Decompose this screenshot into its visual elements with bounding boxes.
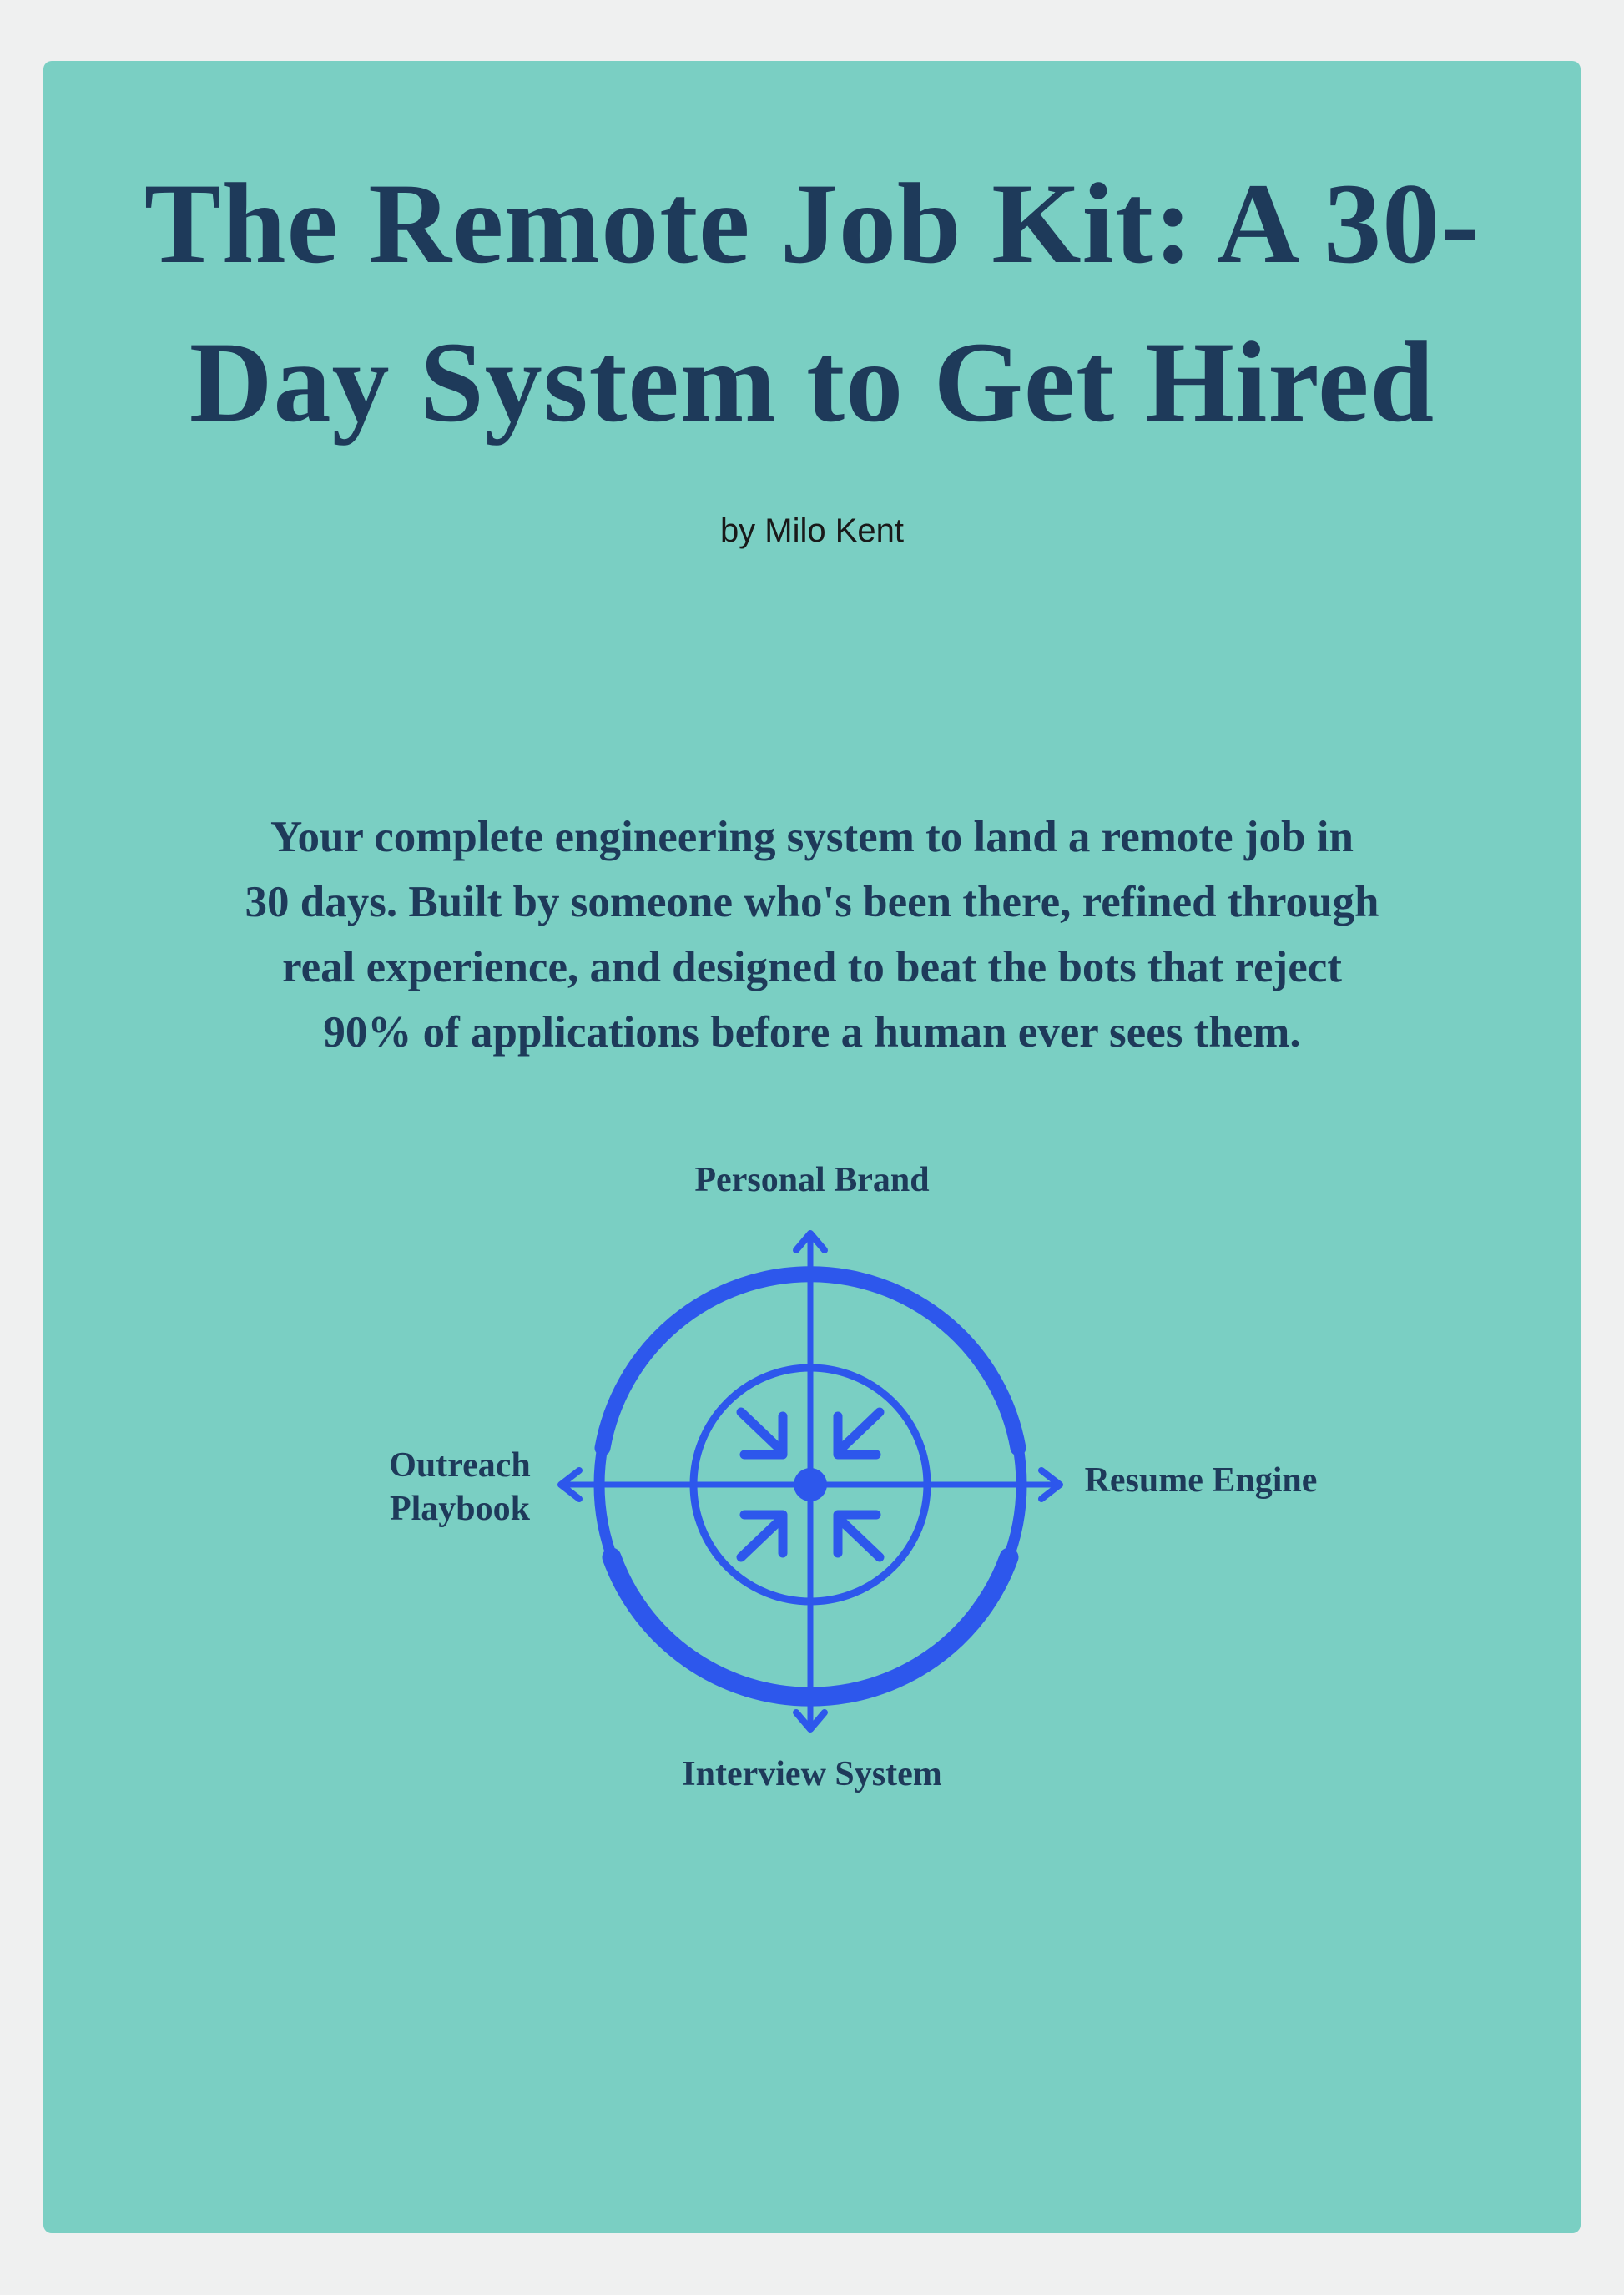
target-diagram-svg xyxy=(552,1226,1069,1743)
title-line-2: Day System to Get Hired xyxy=(189,318,1435,446)
diagram-label-interview-system: Interview System xyxy=(682,1755,942,1793)
converge-arrow-bottom-right xyxy=(838,1515,880,1557)
converge-arrow-top-left xyxy=(741,1412,783,1455)
intro-paragraph xyxy=(43,805,1581,1065)
page-title xyxy=(43,144,1581,462)
diagram-label-resume-engine: Resume Engine xyxy=(1084,1461,1318,1500)
converge-arrow-bottom-left xyxy=(741,1515,783,1557)
intro-line: real experience, and designed to beat the bots that reject xyxy=(282,943,1342,991)
byline: by Milo Kent xyxy=(719,512,905,549)
intro-line: Your complete engineering system to land a remote job in xyxy=(270,813,1354,861)
system-diagram xyxy=(43,1157,1581,1808)
center-dot xyxy=(794,1468,827,1501)
intro-line: 30 days. Built by someone who's been there, refined through xyxy=(245,878,1379,926)
converge-arrow-top-right xyxy=(838,1412,880,1455)
diagram-label-outreach-playbook: Outreach Playbook xyxy=(389,1446,531,1528)
diagram-label-personal-brand: Personal Brand xyxy=(694,1161,930,1199)
intro-line: 90% of applications before a human ever sees them. xyxy=(323,1008,1301,1057)
title-line-1: The Remote Job Kit: A 30- xyxy=(144,159,1480,287)
cover-card xyxy=(43,61,1581,2233)
